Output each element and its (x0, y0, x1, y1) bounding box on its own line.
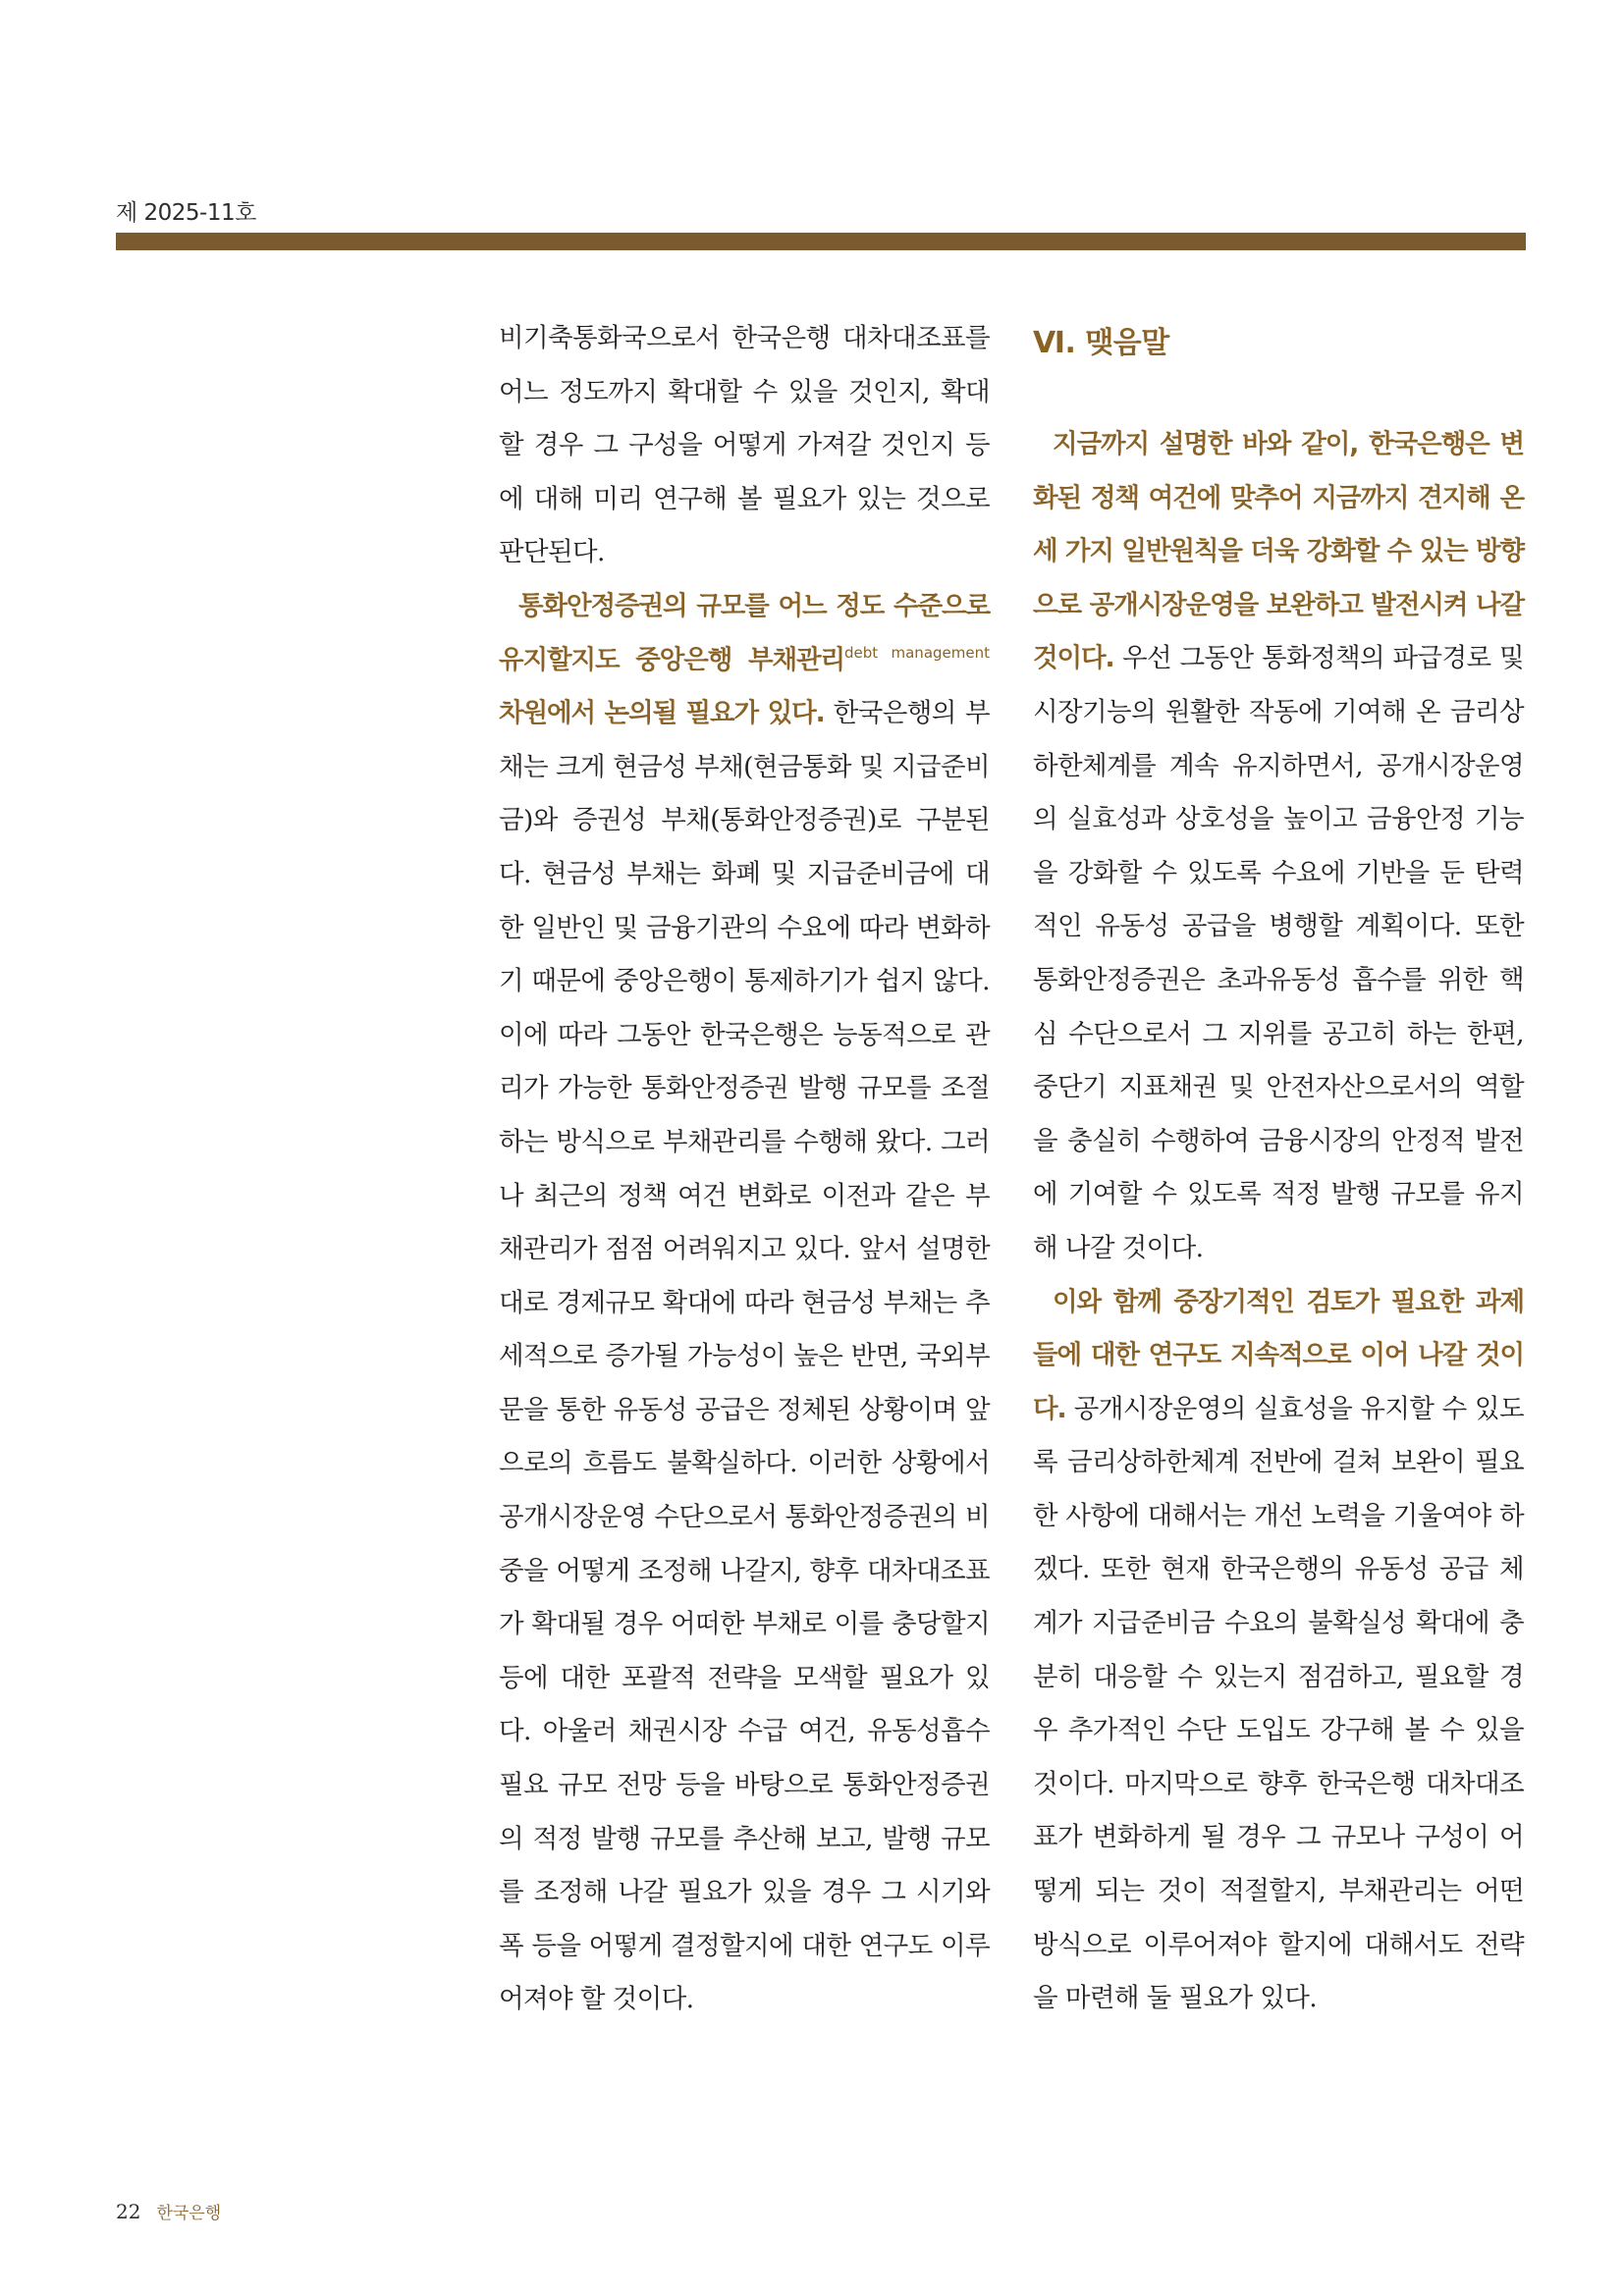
left-paragraph-2-body: 한국은행의 부채는 크게 현금성 부채(현금통화 및 지급준비금)와 증권성 부채(통화안정증권)로 구분된다. 현금성 부채는 화폐 및 지급준비금에 대한 일반인 및 금융기관의 수요에 따라 변화하기 때문에 중앙은행이 통제하기가 쉽지 않다. 이에 따라 그동안 한국은행은 능동적으로 관리가 가능한 통화안정증권 발행 규모를 조절하는 방식으로 부채관리를 수행해 왔다. 그러나 최근의 정책 여건 변화로 이전과 같은 부채관리가 점점 어려워지고 있다. 앞서 설명한 대로 경제규모 확대에 따라 현금성 부채는 추세적으로 증가될 가능성이 높은 반면, 국외부문을 통한 유동성 공급은 정체된 상황이며 앞으로의 흐름도 불확실하다. 이러한 상황에서 공개시장운영 수단으로서 통화안정증권의 비중을 어떻게 조정해 나갈지, 향후 대차대조표가 확대될 경우 어떠한 부채로 이를 충당할지 등에 대한 포괄적 전략을 모색할 필요가 있다. 아울러 채권시장 수급 여건, 유동성흡수 필요 규모 전망 등을 바탕으로 통화안정증권의 적정 발행 규모를 추산해 보고, 발행 규모를 조정해 나갈 필요가 있을 경우 그 시기와 폭 등을 어떻게 결정할지에 대한 연구도 이루어져야 할 것이다. (499, 698, 990, 2015)
debt-management-note: debt management (843, 643, 990, 662)
right-paragraph-2-highlight: 이와 함께 중장기적인 검토가 필요한 과제들에 대한 연구도 지속적으로 이어 나갈 것이다. (1033, 1286, 1524, 1424)
left-paragraph-2 (499, 580, 990, 2027)
footer-bank-name: 한국은행 (156, 2204, 222, 2223)
section-title: Ⅵ. 맺음말 (1033, 326, 1169, 360)
right-column (1033, 312, 1524, 2026)
page-number: 22 (116, 2200, 141, 2223)
header-rule (116, 233, 1526, 250)
right-paragraph-2-body: 공개시장운영의 실효성을 유지할 수 있도록 금리상하한체계 전반에 걸쳐 보완이 필요한 사항에 대해서는 개선 노력을 기울여야 하겠다. 또한 현재 한국은행의 유동성 공급 체계가 지급준비금 수요의 불확실성 확대에 충분히 대응할 수 있는지 점검하고, 필요할 경우 추가적인 수단 도입도 강구해 볼 수 있을 것이다. 마지막으로 향후 한국은행 대차대조표가 변화하게 될 경우 그 규모나 구성이 어떻게 되는 것이 적절할지, 부채관리는 어떤 방식으로 이루어져야 할지에 대해서도 전략을 마련해 둘 필요가 있다. (1033, 1393, 1524, 2014)
issue-number: 제 2025-11호 (116, 200, 256, 226)
right-paragraph-2 (1033, 1276, 1524, 2026)
right-paragraph-1-body: 우선 그동안 통화정책의 파급경로 및 시장기능의 원활한 작동에 기여해 온 금리상하한체계를 계속 유지하면서, 공개시장운영의 실효성과 상호성을 높이고 금융안정 기능을 강화할 수 있도록 수요에 기반을 둔 탄력적인 유동성 공급을 병행할 계획이다. 또한 통화안정증권은 초과유동성 흡수를 위한 핵심 수단으로서 그 지위를 공고히 하는 한편, 중단기 지표채권 및 안전자산으로서의 역할을 충실히 수행하여 금융시장의 안정적 발전에 기여할 수 있도록 적정 발행 규모를 유지해 나갈 것이다. (1033, 643, 1524, 1263)
right-paragraph-1 (1033, 418, 1524, 1276)
left-paragraph-2-highlight: 통화안정증권의 규모를 어느 정도 수준으로 유지할지도 중앙은행 부채관리$^{debt management}$ 차원에서 논의될 필요가 있다. (499, 590, 990, 729)
page-footer (116, 2199, 221, 2223)
left-paragraph-1: 비기축통화국으로서 한국은행 대차대조표를 어느 정도까지 확대할 수 있을 것인지, 확대할 경우 그 구성을 어떻게 가져갈 것인지 등에 대해 미리 연구해 볼 필요가 있는 것으로 판단된다. (499, 323, 990, 568)
right-paragraph-1-highlight: 지금까지 설명한 바와 같이, 한국은행은 변화된 정책 여건에 맞추어 지금까지 견지해 온 세 가지 일반원칙을 더욱 강화할 수 있는 방향으로 공개시장운영을 보완하고 발전시켜 나갈 것이다. (1033, 429, 1524, 674)
left-column (499, 312, 990, 2027)
